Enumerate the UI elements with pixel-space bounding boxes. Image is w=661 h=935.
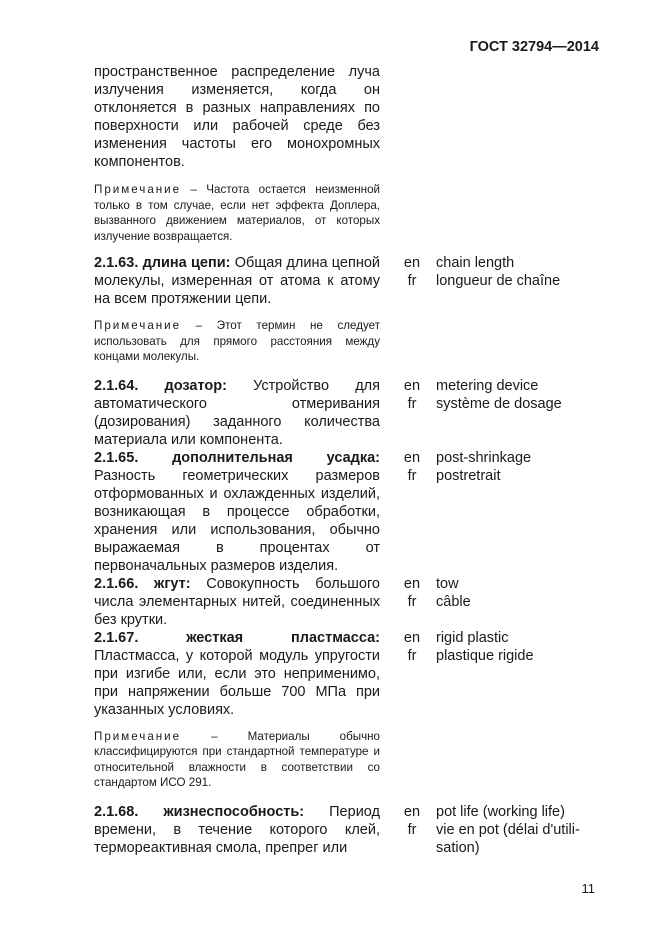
language-codes — [392, 377, 432, 449]
intro-text: пространственное распределение луча излучения изменяется, когда он отклоняется в разных направлениях по поверхности или рабочей среде без изменения частоты его монохромных компонентов. — [94, 64, 380, 170]
term-equivalents — [436, 803, 599, 857]
term-title: 2.1.67. жесткая пластмасса: — [94, 629, 380, 646]
term-title: 2.1.66. жгут: — [94, 575, 191, 592]
language-codes — [392, 629, 432, 719]
lang-fr: fr — [407, 647, 417, 664]
lang-en: en — [403, 575, 421, 592]
note-label: Примечание — [94, 729, 182, 743]
lang-en: en — [403, 377, 421, 394]
term-title: 2.1.63. длина цепи: — [94, 255, 231, 271]
term-definition — [94, 449, 380, 575]
note-label: Примечание — [94, 319, 182, 332]
document-header: ГОСТ 32794—2014 — [469, 39, 599, 55]
term-title: 2.1.68. жизнеспособность: — [94, 803, 305, 820]
term-entry-2-1-67 — [94, 629, 599, 719]
equiv-en: rigid plastic — [436, 629, 509, 646]
equiv-en: chain length — [436, 255, 515, 271]
definition-text: Пластмасса, у которой модуль упругости при изгибе или, если это неприменимо, при напряжении больше 700 МПа при указанных условиях. — [94, 647, 380, 718]
equiv-en: post-shrinkage — [436, 449, 532, 466]
term-definition — [94, 377, 380, 449]
language-codes — [392, 449, 432, 575]
lang-en: en — [403, 449, 421, 466]
term-definition — [94, 629, 380, 719]
lang-en: en — [403, 255, 421, 271]
term-definition — [94, 803, 380, 857]
lang-fr: fr — [407, 395, 417, 412]
lang-fr: fr — [407, 467, 417, 484]
lang-en: en — [403, 803, 421, 820]
equiv-en: tow — [436, 575, 459, 592]
equiv-fr: vie en pot (délai d'utili- sation) — [436, 821, 580, 856]
definition-text: Период времени, в течение которого клей, термореактивная смола, препрег или — [94, 803, 380, 856]
definition-text: Общая длина цепной молекулы, измеренная от атома к атому на всем протяжении цепи. — [94, 255, 380, 307]
note-2-1-67 — [94, 729, 380, 791]
note-text: – Этот термин не следует использовать для прямого расстояния между концами молекулы. — [94, 319, 380, 363]
language-codes — [392, 575, 432, 629]
equiv-fr: plastique rigide — [436, 647, 534, 664]
equiv-fr: système de dosage — [436, 395, 562, 412]
note-2-1-63 — [94, 318, 380, 365]
lang-en: en — [403, 629, 421, 646]
term-title: 2.1.64. дозатор: — [94, 377, 227, 394]
lang-fr: fr — [407, 593, 417, 610]
term-equivalents — [436, 254, 599, 308]
page-content — [94, 63, 599, 857]
lang-fr: fr — [407, 821, 417, 838]
equiv-en: metering device — [436, 377, 539, 394]
term-equivalents — [436, 629, 599, 719]
definition-text: Совокупность большого числа элементарных нитей, соединенных без крутки. — [94, 575, 380, 628]
definition-text: Устройство для автоматического отмеривания (дозирования) заданного количества материала или компонента. — [94, 377, 380, 448]
equiv-fr: postretrait — [436, 467, 501, 484]
term-entry-2-1-64 — [94, 377, 599, 449]
term-equivalents — [436, 377, 599, 449]
term-definition — [94, 254, 380, 308]
term-entry-2-1-63 — [94, 254, 599, 308]
term-title: 2.1.65. дополнительная усадка: — [94, 449, 380, 466]
language-codes — [392, 254, 432, 308]
equiv-fr: longueur de chaîne — [436, 273, 561, 289]
term-equivalents — [436, 575, 599, 629]
definition-text: Разность геометрических размеров отформованных и охлажденных изделий, возникающая в процессе обработки, хранения или использования, обычно выражаемая в процентах от первоначальных размеров изделия. — [94, 467, 380, 574]
note-text: – Материалы обычно классифицируются при стандартной температуре и относительной влажности в соответствии со стандартом ИСО 291. — [94, 729, 380, 789]
term-entry-2-1-65 — [94, 449, 599, 575]
term-entry-2-1-66 — [94, 575, 599, 629]
equiv-en: pot life (working life) — [436, 803, 565, 820]
term-equivalents — [436, 449, 599, 575]
lang-fr: fr — [407, 273, 417, 289]
note-label: Примечание — [94, 183, 182, 196]
language-codes — [392, 803, 432, 857]
term-definition — [94, 575, 380, 629]
note-text: – Частота остается неизменной только в том случае, если нет эффекта Доплера, вызванного движением материалов, от которых излучение возвращается. — [94, 183, 380, 243]
term-entry-2-1-68 — [94, 803, 599, 857]
equiv-fr: câble — [436, 593, 471, 610]
intro-note — [94, 182, 380, 244]
page-number: 11 — [581, 881, 595, 896]
